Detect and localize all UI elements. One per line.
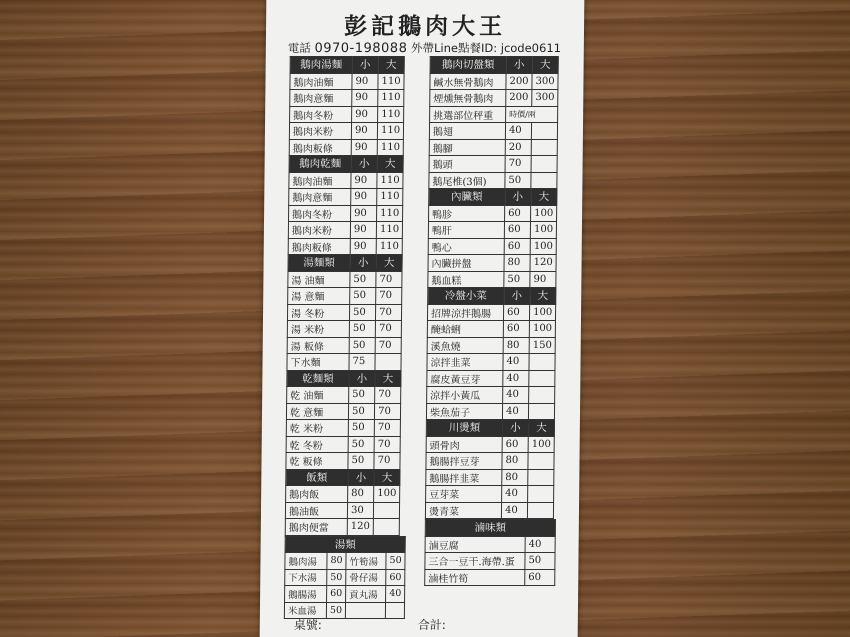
menu-item: 鵝腸拌豆芽 80 <box>426 453 554 470</box>
section-header: 飯類 <box>286 469 348 486</box>
menu-item: 乾 冬粉 50 70 <box>286 436 400 453</box>
menu-item: 鵝腳 20 <box>429 139 557 156</box>
menu-item: 挑選部位秤重 時價/兩 <box>430 106 558 123</box>
menu-item: 鵝肉冬粉 90 110 <box>290 106 404 123</box>
menu-item: 鵝肉湯 80 竹筍湯 50 <box>285 553 405 570</box>
small-label: 小 <box>506 57 532 74</box>
menu-item: 鵝肉米粉 90 110 <box>289 123 403 140</box>
section-header: 冷盤小菜 <box>428 288 504 305</box>
large-label: 大 <box>377 156 403 173</box>
total-label: 合計: <box>417 618 446 632</box>
soups-table <box>284 536 406 620</box>
large-label: 大 <box>531 189 557 206</box>
section-header: 內臟類 <box>429 189 505 206</box>
left-column <box>284 56 411 619</box>
section-header: 滷味類 <box>425 520 555 537</box>
menu-item: 乾 米粉 50 70 <box>286 420 400 437</box>
section-header: 湯麵類 <box>288 255 350 272</box>
menu-item: 內臟拼盤 80 120 <box>428 255 556 272</box>
small-label: 小 <box>352 57 378 74</box>
large-label: 大 <box>532 57 558 74</box>
menu-item: 燙青菜 40 <box>425 502 553 519</box>
large-label: 大 <box>376 255 402 272</box>
menu-paper <box>260 0 585 637</box>
menu-item: 鵝翅 40 <box>429 123 557 140</box>
line-order-id: 外帶Line點餐ID: jcode0611 <box>410 41 562 55</box>
menu-item: 涼拌韭菜 40 <box>427 354 555 371</box>
menu-item: 乾 意麵 50 70 <box>286 403 400 420</box>
menu-item: 鵝肉油麵 90 110 <box>289 172 403 189</box>
section-header: 乾麵類 <box>287 370 349 387</box>
section-header: 鵝肉切盤類 <box>430 57 506 74</box>
menu-item: 乾 粄條 50 70 <box>286 453 400 470</box>
section-header: 川燙類 <box>426 420 502 437</box>
large-label: 大 <box>375 370 401 387</box>
phone-number: 0970-198088 <box>314 41 408 56</box>
menu-item: 鵝油飯 30 <box>285 502 399 519</box>
menu-item: 柴魚茄子 40 <box>426 403 554 420</box>
restaurant-name: 彭記鵝肉大王 <box>343 13 507 40</box>
menu-item: 煙燻無骨鵝肉 200 300 <box>430 90 558 107</box>
menu-item: 溪魚燒 80 150 <box>427 337 555 354</box>
menu-item: 湯 意麵 50 70 <box>288 288 402 305</box>
menu-item: 鹹水無骨鵝肉 200 300 <box>430 73 558 90</box>
small-label: 小 <box>349 370 375 387</box>
menu-item: 三合一豆干.海帶.蛋 50 <box>425 553 555 570</box>
menu-item: 鵝肉意麵 90 110 <box>290 90 404 107</box>
menu-item: 湯 冬粉 50 70 <box>287 304 401 321</box>
contact-line <box>288 40 582 56</box>
menu-item: 鴨胗 60 100 <box>429 205 557 222</box>
small-label: 小 <box>504 288 530 305</box>
menu-item: 鵝腸拌韭菜 80 <box>426 469 554 486</box>
menu-item: 鵝肉米粉 90 110 <box>288 222 402 239</box>
menu-item: 鴨心 60 100 <box>428 238 556 255</box>
small-label: 小 <box>348 469 374 486</box>
section-header: 湯類 <box>285 536 405 553</box>
menu-item: 下水麵 75 <box>287 354 401 371</box>
menu-item: 鵝肉便當 120 <box>285 519 399 536</box>
phone-label: 電話 <box>287 41 311 55</box>
right-column <box>424 56 561 586</box>
menu-item: 鵝血糕 50 90 <box>428 271 556 288</box>
goose-soup-noodles-table <box>285 56 405 536</box>
menu-item: 鴨肝 60 100 <box>428 222 556 239</box>
menu-item: 乾 油麵 50 70 <box>287 387 401 404</box>
menu-item: 醃蛤蜊 60 100 <box>427 321 555 338</box>
menu-item: 鵝肉粄條 90 110 <box>288 238 402 255</box>
goose-cuts-table <box>425 56 559 519</box>
menu-item: 鵝尾椎(3個) 50 <box>429 172 557 189</box>
large-label: 大 <box>530 288 556 305</box>
large-label: 大 <box>528 420 554 437</box>
menu-item: 鵝頭 70 <box>429 156 557 173</box>
menu-item: 湯 粄條 50 70 <box>287 337 401 354</box>
menu-item: 鵝腸湯 60 貢丸湯 40 <box>285 586 405 603</box>
small-label: 小 <box>351 156 377 173</box>
menu-item: 頭骨肉 60 100 <box>426 436 554 453</box>
menu-item: 鵝肉飯 80 100 <box>286 486 400 503</box>
menu-item: 豆芽菜 40 <box>426 486 554 503</box>
menu-item: 湯 米粉 50 70 <box>287 321 401 338</box>
small-label: 小 <box>502 420 528 437</box>
section-header: 鵝肉湯麵 <box>290 57 352 74</box>
menu-item: 鵝肉油麵 90 110 <box>290 73 404 90</box>
menu-item: 鵝肉粄條 90 110 <box>289 139 403 156</box>
large-label: 大 <box>378 57 404 74</box>
menu-item: 鵝肉意麵 90 110 <box>289 189 403 206</box>
table-number-label: 桌號: <box>293 618 322 632</box>
menu-item: 米血湯 50 <box>284 602 404 619</box>
section-header: 鵝肉乾麵 <box>289 156 351 173</box>
menu-item: 腐皮黃豆芽 40 <box>427 370 555 387</box>
large-label: 大 <box>374 469 400 486</box>
menu-item: 滷豆腐 40 <box>425 536 555 553</box>
menu-item: 涼拌小黃瓜 40 <box>427 387 555 404</box>
menu-item: 下水湯 50 骨仔湯 60 <box>285 569 405 586</box>
braised-table <box>424 519 556 586</box>
menu-item: 招牌涼拌鵝腸 60 100 <box>427 304 555 321</box>
menu-item: 湯 油麵 50 70 <box>288 271 402 288</box>
menu-item: 鵝肉冬粉 90 110 <box>289 205 403 222</box>
small-label: 小 <box>350 255 376 272</box>
small-label: 小 <box>505 189 531 206</box>
menu-item: 滷桂竹筍 60 <box>425 569 555 586</box>
